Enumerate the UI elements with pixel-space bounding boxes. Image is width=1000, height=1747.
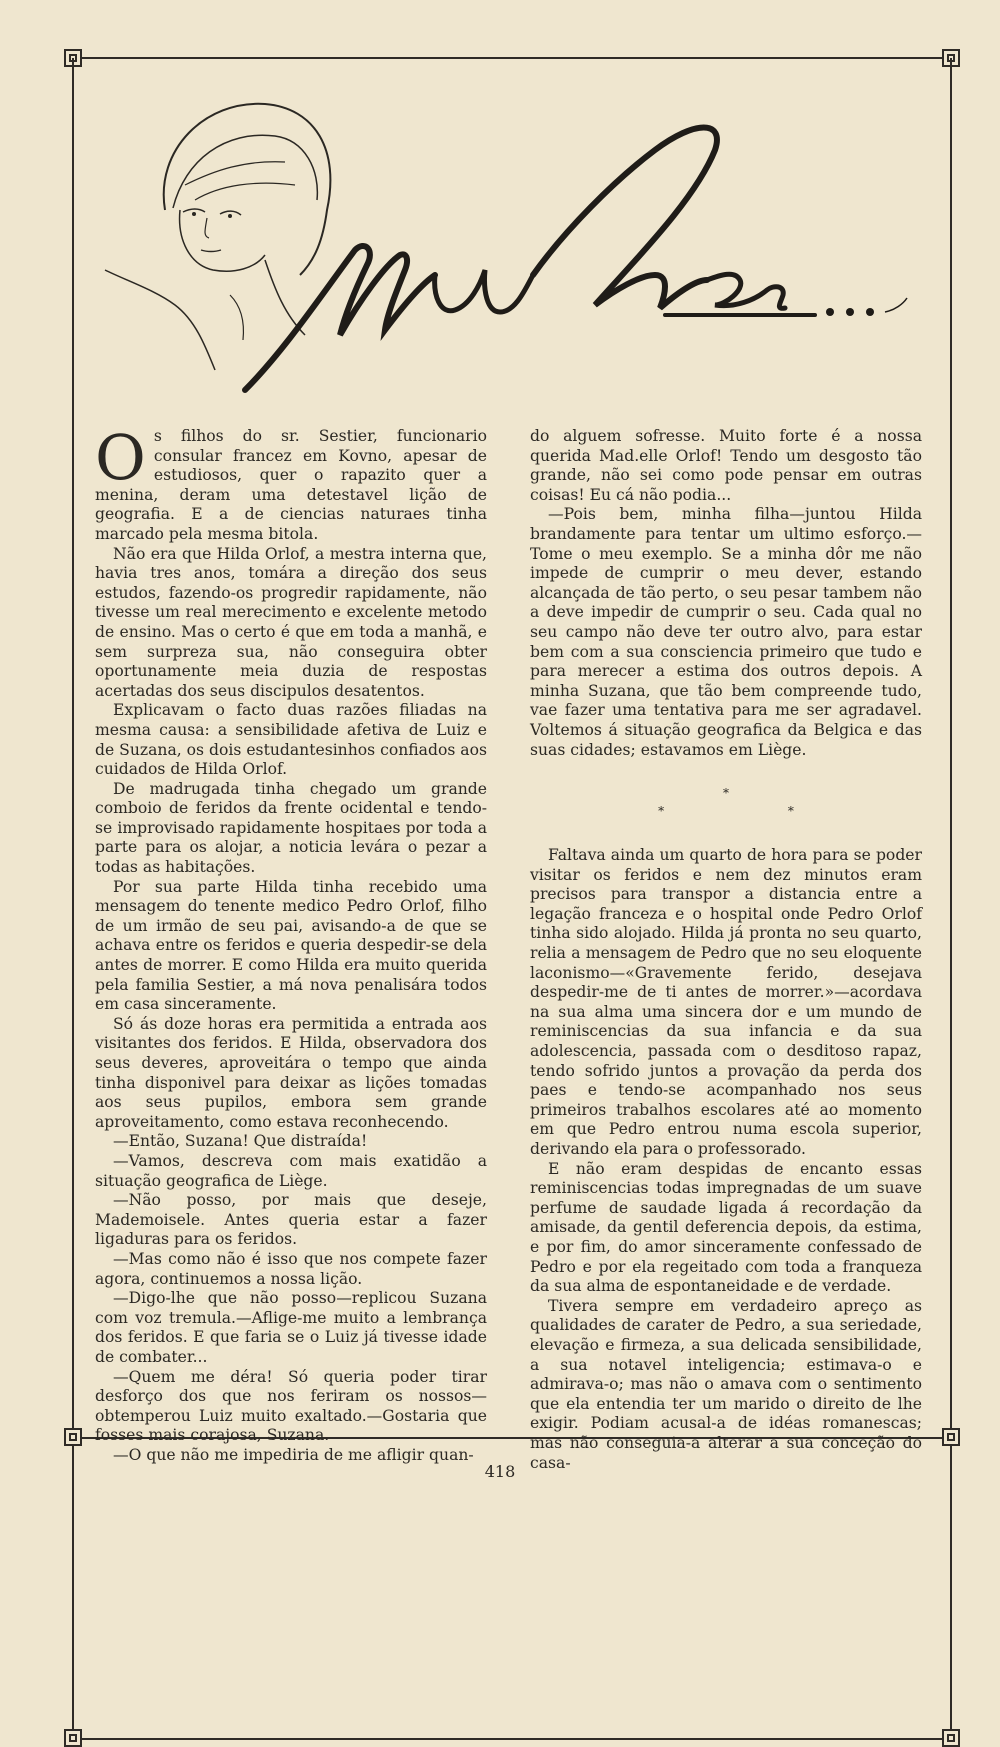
paragraph: Não era que Hilda Orlof, a mestra interna que, havia tres anos, tomára a direção dos seus estudos, fazendo-os progredir rapidamente, não tivesse um real merecimento e excelente metodo de ensino. Mas o certo é que em toda a manhã, e sem surpreza sua, não conseguira obter oportunamente meia duzia de respostas acertadas dos seus discipulos desatentos. xyxy=(95,544,487,700)
paragraph: —Então, Suzana! Que distraída! xyxy=(113,1132,368,1151)
paragraph: Explicavam o facto duas razões filiadas na mesma causa: a sensibilidade afetiva de Luiz e de Suzana, os dois estudantesinhos confiados aos cuidados de Hilda Orlof. xyxy=(95,701,487,779)
paragraph: —Mas como não é isso que nos compete fazer agora, continuemos a nossa lição. xyxy=(95,1249,487,1288)
paragraph: —Pois bem, minha filha—juntou Hilda brandamente para tentar um ultimo esforço.—Tome o meu exemplo. Se a minha dôr me não impede de cumprir o meu dever, estando alcançada de tão perto, o seu pesar tambem não a deve impedir de cumprir o seu. Cada qual no seu campo não deve ter outro alvo, para estar bem com a sua consciencia primeiro que tudo e para merecer a estima dos outros depois. A minha Suzana, que tão bem compreende tudo, vae fazer uma tentativa para me ser agradavel. Voltemos á situação geografica da Belgica e das suas cidades; estavamos em Liège. xyxy=(530,505,922,759)
paragraph: Tivera sempre em verdadeiro apreço as qualidades de carater de Pedro, a sua seriedade, elevação e firmeza, a sua delicada sensibilidade, a sua notavel inteligencia; estimava-o e admirava-o; mas não o amava com o sentimento que ela entendia ter um marido o direito de lhe exigir. Podiam acusal-a de idéas romanescas; mas não conseguia-a alterar a sua conceção do casa- xyxy=(530,1296,922,1472)
paragraph: —Vamos, descreva com mais exatidão a situação geografica de Liège. xyxy=(95,1151,487,1190)
drop-cap: O xyxy=(95,421,146,494)
page-number: 418 xyxy=(484,1462,516,1481)
frame-inner-bottom-line xyxy=(72,1738,952,1740)
paragraph: —O que não me impediria de me afligir quan- xyxy=(113,1445,474,1464)
portrait-illustration xyxy=(95,90,925,420)
paragraph: s filhos do sr. Sestier, funcionario consular francez em Kovno, apesar de estudiosos, quer o rapazito quer a menina, deram uma detestavel lição de geografia. E a de ciencias naturaes tinha marcado pela mesma bitola. xyxy=(95,427,487,543)
corner-ornament-lower-left xyxy=(64,1428,82,1446)
corner-ornament-bottom-right xyxy=(942,1729,960,1747)
paragraph: Por sua parte Hilda tinha recebido uma mensagem do tenente medico Pedro Orlof, filho de um irmão de seu pai, avisando-a de que se achava entre os feridos e queria despedir-se dela antes de morrer. E como Hilda era muito querida pela familia Sestier, a má nova penalisára todos em casa sinceramente. xyxy=(95,877,487,1014)
corner-ornament-bottom-left xyxy=(64,1729,82,1747)
section-separator xyxy=(530,784,922,820)
frame-right-rule xyxy=(950,58,952,1438)
corner-ornament-lower-right xyxy=(942,1428,960,1446)
article-left-column xyxy=(95,421,487,1465)
paragraph: Só ás doze horas era permitida a entrada aos visitantes dos feridos. E Hilda, observadora dos seus deveres, aproveitára o tempo que ainda tinha disponivel para deixar as lições tomadas aos seus pupilos, embora sem grande aproveitamento, como estava reconhecendo. xyxy=(95,1014,487,1131)
paragraph: —Não posso, por mais que deseje, Mademoisele. Antes queria estar a fazer ligaduras para os feridos. xyxy=(95,1191,487,1249)
frame-top-line xyxy=(72,57,952,59)
paragraph: —Quem me déra! Só queria poder tirar desforço dos que nos feriram os nossos—obtemperou Luiz muito exaltado.—Gostaria que fosses mais corajosa, Suzana. xyxy=(95,1367,487,1445)
paragraph: do alguem sofresse. Muito forte é a nossa querida Mad.elle Orlof! Tendo um desgosto tão grande, não sei como pode pensar em outras coisas! Eu cá não podia... xyxy=(530,427,922,504)
frame-left-rule xyxy=(72,58,74,1438)
article-right-column xyxy=(530,427,922,1473)
paragraph: Faltava ainda um quarto de hora para se poder visitar os feridos e nem dez minutos eram precisos para transpor a distancia entre a legação franceza e o hospital onde Pedro Orlof tinha sido alojado. Hilda já pronta no seu quarto, relia a mensagem de Pedro que no seu eloquente laconismo—«Gravemente ferido, desejava despedir-me de ti antes de morrer.»—acordava na sua alma uma sincera dor e um mundo de reminiscencias da sua infancia e da sua adolescencia, passada com o desditoso rapaz, tendo sofrido juntos a provação da perda dos paes e tendo-se acompanhado nos seus primeiros trabalhos escolares até ao momento em que Pedro entrou numa escola superior, derivando ela para o professorado. xyxy=(530,846,922,1158)
header-illustration xyxy=(95,90,925,420)
separator-star-top: * xyxy=(723,786,729,801)
paragraph: De madrugada tinha chegado um grande comboio de feridos da frente ocidental e tendo-se improvisado rapidamente hospitaes por toda a parte para os alojar, a noticia levára o pezar a todas as habitações. xyxy=(95,779,487,877)
paragraph: —Digo-lhe que não posso—replicou Suzana com voz tremula.—Aflige-me muito a lembrança dos feridos. E que faria se o Luiz já tivesse idade de combater... xyxy=(95,1289,487,1366)
paragraph: E não eram despidas de encanto essas reminiscencias todas impregnadas de um suave perfume de saudade ligada á recordação da amisade, da gentil deferencia depois, da estima, e por fim, do amor sinceramente confessado de Pedro e por ela regeitado com toda a franqueza da sua alma de espontaneidade e de verdade. xyxy=(530,1159,922,1296)
separator-star-bottom: * * xyxy=(658,804,854,819)
